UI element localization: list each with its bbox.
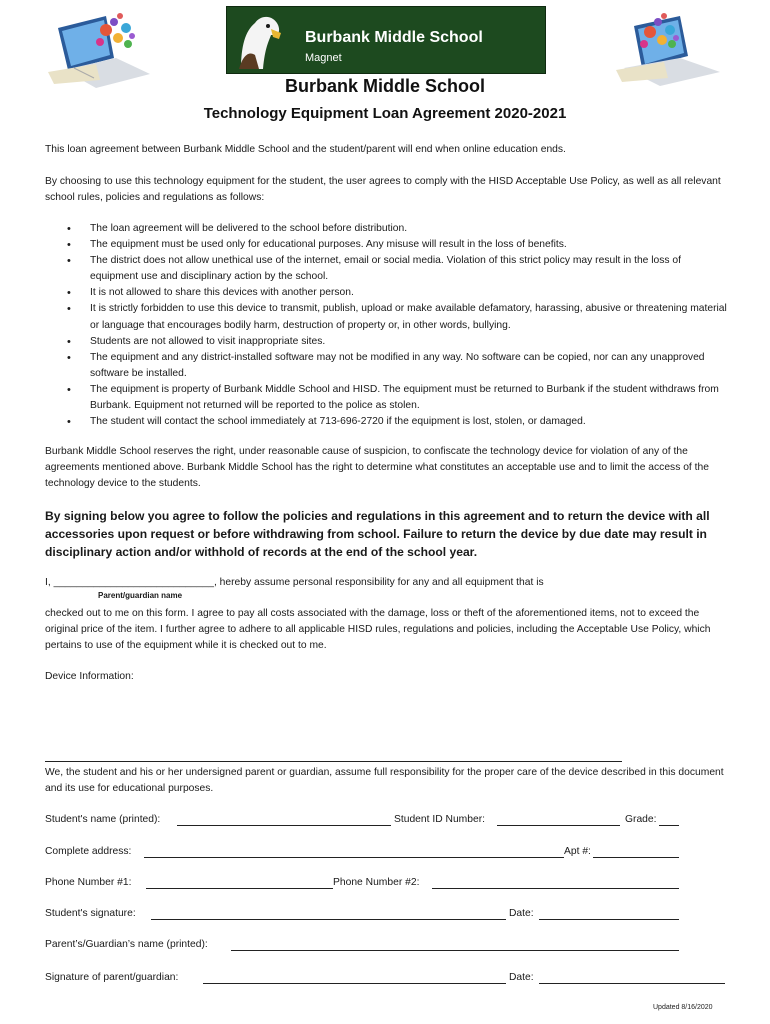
school-banner	[226, 6, 546, 74]
banner-school-name: Burbank Middle School	[305, 29, 483, 46]
student-id-field[interactable]	[497, 825, 620, 826]
student-signature-label: Student's signature:	[45, 908, 136, 919]
list-item: • The equipment and any district-installed software may not be modified in any way. No software can be copied, nor can any unapproved software be installed.	[45, 350, 730, 382]
eagle-logo-icon	[235, 11, 283, 69]
phone-2-field[interactable]	[432, 888, 679, 889]
list-item: • The equipment is property of Burbank Middle School and HISD. The equipment must be returned to Burbank if the student withdraws from Burbank. Equipment not returned will be reported to the police as stolen.	[45, 382, 730, 414]
agreement-bold-paragraph: By signing below you agree to follow the policies and regulations in this agreement and to return the device with all accessories upon request or before withdrawing from school. Failure to return the device by due date may result in disciplinary action and/or withhold of records at the end of the school year.	[45, 509, 710, 559]
apt-label: Apt #:	[564, 846, 591, 857]
student-id-label: Student ID Number:	[394, 814, 485, 825]
date-label-1: Date:	[509, 908, 534, 919]
intro-paragraph-1: This loan agreement between Burbank Middle School and the student/parent will end when online education ends.	[45, 144, 566, 155]
device-information-line[interactable]	[45, 761, 622, 762]
grade-label: Grade:	[625, 814, 657, 825]
student-name-label: Student's name (printed):	[45, 814, 161, 825]
assume-prefix: I,	[45, 577, 54, 588]
phone-1-field[interactable]	[146, 888, 333, 889]
intro-paragraph-2: By choosing to use this technology equipment for the student, the user agrees to comply with the HISD Acceptable Use Policy, as well as all relevant school rules, policies and regulations as follows:	[45, 176, 721, 203]
list-item: • It is not allowed to share this devices with another person.	[45, 285, 730, 301]
grade-field[interactable]	[659, 825, 679, 826]
parent-signature-label: Signature of parent/guardian:	[45, 972, 179, 983]
list-item: • The equipment must be used only for educational purposes. Any misuse will result in the loss of benefits.	[45, 237, 730, 253]
list-item: • The district does not allow unethical use of the internet, email or social media. Violation of this strict policy may result in the loss of equipment use and disciplinary action by the school.	[45, 253, 730, 285]
date-label-2: Date:	[509, 972, 534, 983]
banner-subtitle: Magnet	[305, 52, 342, 64]
date-field-2[interactable]	[539, 983, 725, 984]
device-information-label: Device Information:	[45, 671, 134, 682]
document-title: Technology Equipment Loan Agreement 2020-2021	[203, 105, 567, 122]
date-field-1[interactable]	[539, 919, 679, 920]
full-responsibility-paragraph: We, the student and his or her undersigned parent or guardian, assume full responsibility for the proper care of the device described in this document and its use for educational purposes.	[45, 767, 724, 794]
rules-list	[45, 221, 730, 430]
page-title: Burbank Middle School	[284, 76, 485, 96]
parent-name-blank[interactable]: ____________________________	[53, 577, 214, 588]
reserve-paragraph: Burbank Middle School reserves the right, under reasonable cause of suspicion, to confiscate the technology device for violation of any of the agreements mentioned above. Burbank Middle School has the right to determine what constitutes an acceptable use and to limit the access of the technology device to the students.	[45, 446, 709, 489]
address-label: Complete address:	[45, 846, 132, 857]
parent-name-field[interactable]	[231, 950, 679, 951]
student-signature-field[interactable]	[151, 919, 506, 920]
list-item: • The loan agreement will be delivered to the school before distribution.	[45, 221, 730, 237]
responsibility-continuation: checked out to me on this form. I agree to pay all costs associated with the damage, loss or theft of the aforementioned items, not to exceed the original price of the item. I further agree to adhere to all applicable HISD rules, regulations and policies, including the Acceptable Use Policy, which pertains to use of the equipment while it is checked out to me.	[45, 608, 711, 651]
parent-name-label: Parent’s/Guardian’s name (printed):	[45, 939, 208, 950]
address-field[interactable]	[144, 857, 679, 858]
list-item: • The student will contact the school immediately at 713-696-2720 if the equipment is lost, stolen, or damaged.	[45, 414, 730, 430]
student-name-field[interactable]	[177, 825, 391, 826]
assume-suffix: , hereby assume personal responsibility for any and all equipment that is	[213, 577, 544, 588]
parent-signature-field[interactable]	[203, 983, 506, 984]
assume-responsibility-line	[45, 575, 544, 591]
phone-1-label: Phone Number #1:	[45, 877, 132, 888]
list-item: • It is strictly forbidden to use this device to transmit, publish, upload or make available defamatory, harassing, abusive or threatening material or language that encourages bodily harm, destruction of property or, in other words, bullying.	[45, 301, 730, 333]
phone-2-label: Phone Number #2:	[333, 877, 420, 888]
list-item: • Students are not allowed to visit inappropriate sites.	[45, 334, 730, 350]
updated-date: Updated 8/16/2020	[653, 1004, 713, 1011]
parent-guardian-name-label: Parent/guardian name	[98, 591, 183, 600]
